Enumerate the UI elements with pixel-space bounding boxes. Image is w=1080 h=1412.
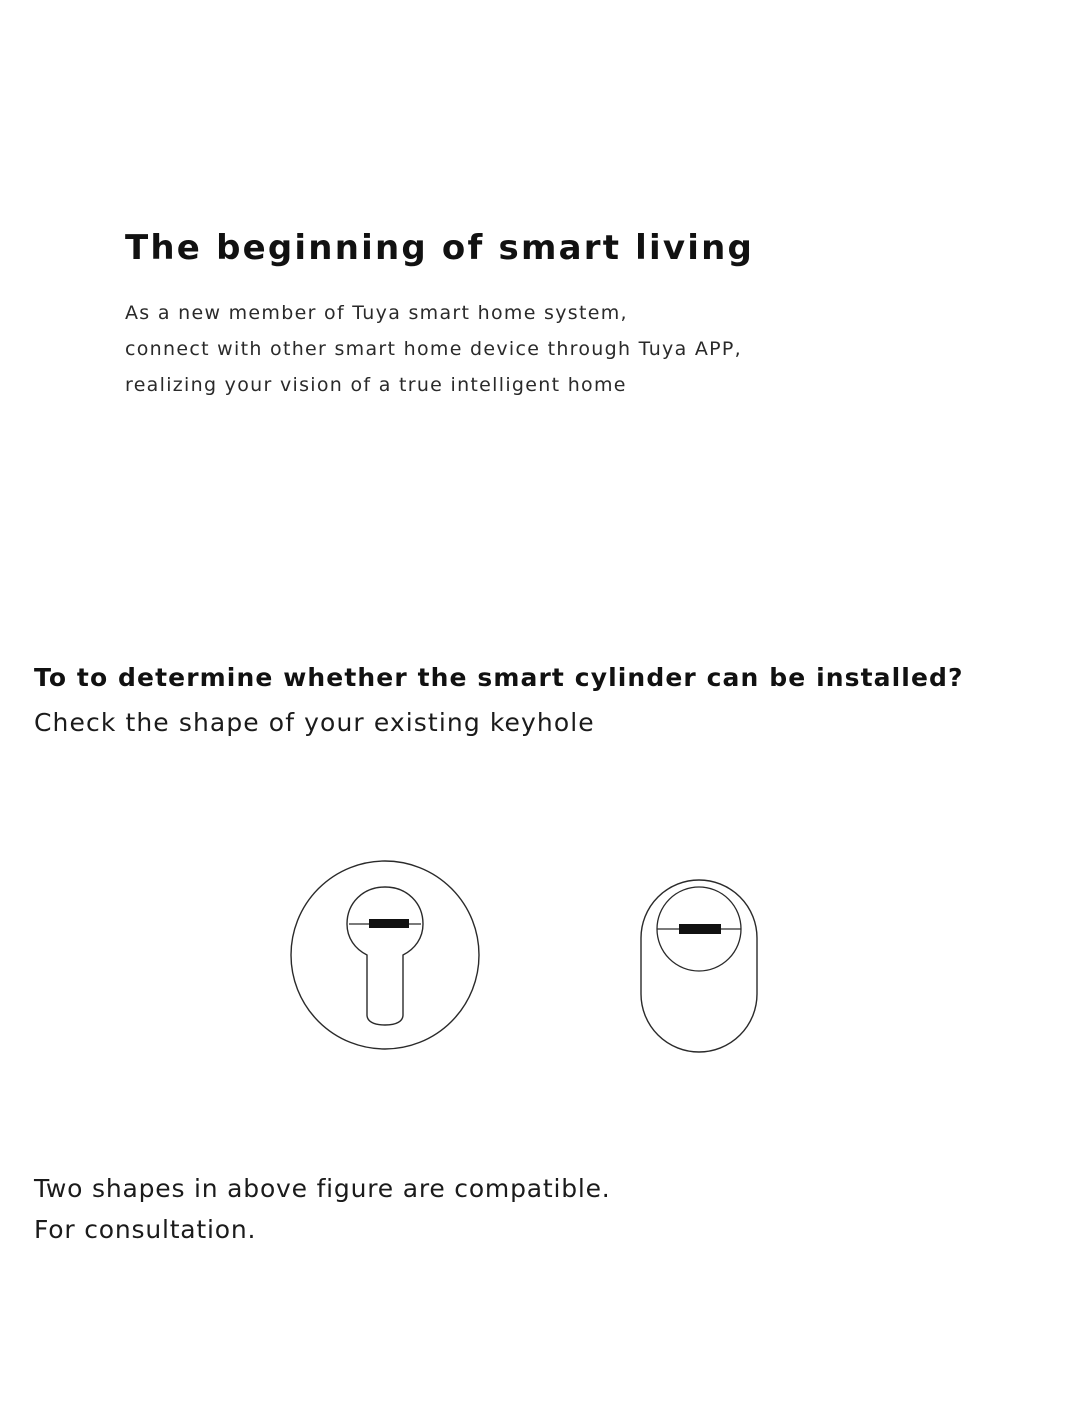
- hero-section: [125, 228, 945, 403]
- page-title: The beginning of smart living: [125, 228, 755, 268]
- question-section: [34, 662, 1054, 739]
- compatibility-note: [34, 1168, 1014, 1250]
- question-heading: To to determine whether the smart cylinder can be installed?: [34, 663, 964, 692]
- hero-line-3: realizing your vision of a true intelligent home: [125, 373, 627, 396]
- oval-keyhole-diagram: [638, 877, 760, 1055]
- keyhole-diagrams: [0, 855, 1080, 1085]
- note-line-1: Two shapes in above figure are compatible.: [34, 1174, 611, 1203]
- hero-line-1: As a new member of Tuya smart home system,: [125, 301, 628, 324]
- round-keyhole-diagram: [285, 855, 485, 1055]
- note-line-2: For consultation.: [34, 1215, 257, 1244]
- question-subheading: Check the shape of your existing keyhole: [34, 708, 595, 738]
- hero-line-2: connect with other smart home device through Tuya APP,: [125, 337, 743, 360]
- hero-paragraph: [125, 295, 945, 403]
